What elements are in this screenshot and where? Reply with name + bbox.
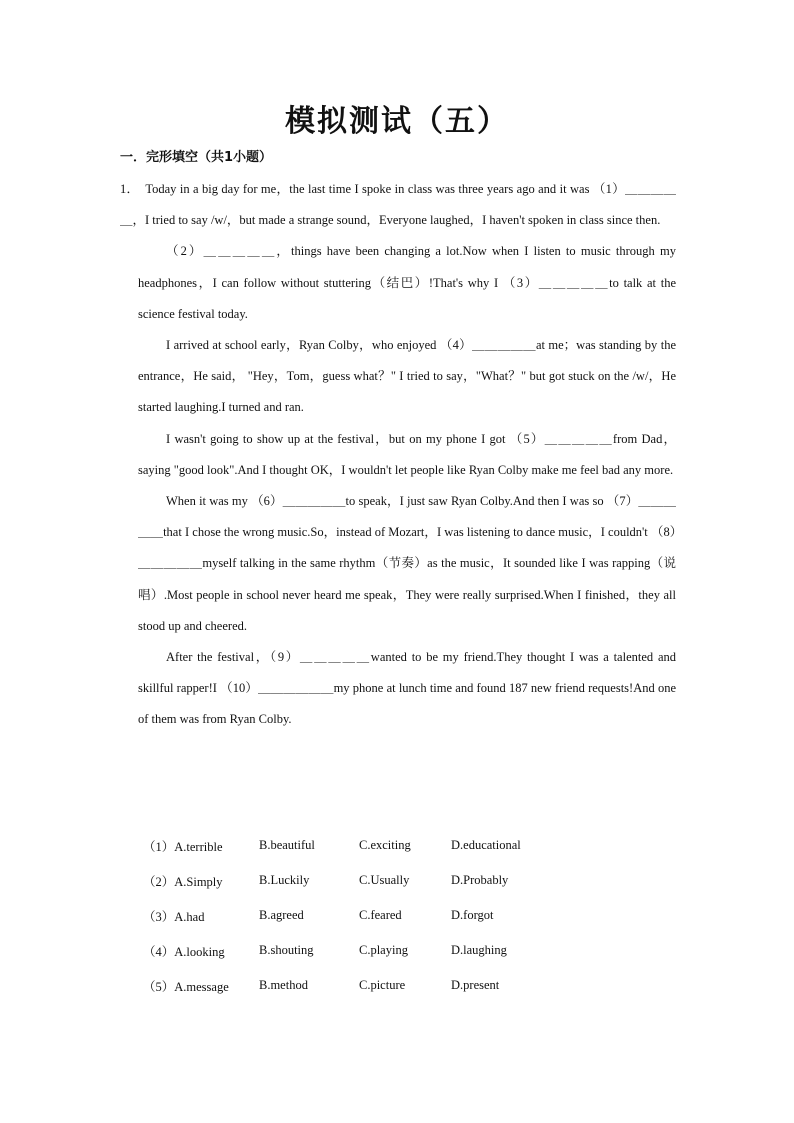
paragraph-1-text: Today in a big day for me，the last time I spoke in class was three years ago and it was （1）＿＿＿＿＿，I tried to say /w/，but made a strange sound，Everyone laughed，I haven't spoken in class since then.: [120, 182, 676, 228]
option-c: C.Usually: [359, 873, 410, 887]
option-b: B.method: [259, 978, 308, 992]
page-title: 模拟测试（五）: [285, 104, 509, 139]
option-row-3: [143, 898, 561, 933]
paragraph-4: I wasn't going to show up at the festival，but on my phone I got （5）＿＿＿＿＿from Dad，saying "good look".And I thought OK，I wouldn't let people like Ryan Colby make me feel bad any more.: [138, 431, 676, 477]
option-b: B.beautiful: [259, 838, 315, 852]
option-row-2: [143, 863, 561, 898]
answer-options: [143, 828, 561, 1003]
question-number: 1．: [120, 182, 140, 196]
option-d: D.educational: [451, 838, 521, 852]
option-d: D.laughing: [451, 943, 507, 957]
paragraph-5: When it was my （6）＿＿＿＿＿to speak，I just saw Ryan Colby.And then I was so （7）＿＿＿＿＿that I chose the wrong music.So，instead of Mozart，I was listening to dance music，I couldn't （8）＿＿＿＿＿myself talking in the same rhythm（节奏）as the music，It sounded like I was rapping（说唱）.Most people in school never heard me speak，They were really surprised.When I finished，they all stood up and cheered.: [138, 494, 676, 633]
paragraph-1: [120, 174, 676, 236]
paragraph-2: （2）＿＿＿＿＿，things have been changing a lot.Now when I listen to music through my headphones，I can follow without stuttering（结巴）!That's why I （3）＿＿＿＿＿to talk at the science festival today.: [138, 244, 676, 321]
option-c: C.playing: [359, 943, 408, 957]
cloze-passage: [120, 174, 676, 736]
option-row-1: [143, 828, 561, 863]
option-b: B.shouting: [259, 943, 314, 957]
option-c: C.feared: [359, 908, 402, 922]
section-heading: 一．完形填空（共1小题）: [120, 150, 273, 165]
option-c: C.exciting: [359, 838, 411, 852]
option-row-5: [143, 968, 561, 1003]
paragraph-3: I arrived at school early，Ryan Colby，who enjoyed （4）＿＿＿＿＿at me；was standing by the entrance，He said， "Hey，Tom，guess what？" I tried to say，"What？" but got stuck on the /w/，He started laughing.I turned and ran.: [138, 338, 676, 415]
paragraph-6: After the festival，（9）＿＿＿＿＿wanted to be my friend.They thought I was a talented and skillful rapper!I （10）＿＿＿＿＿＿my phone at lunch time and found 187 new friend requests!And one of them was from Ryan Colby.: [138, 650, 676, 727]
option-a: （3）A.had: [143, 909, 205, 924]
option-a: （1）A.terrible: [143, 839, 223, 854]
option-d: D.forgot: [451, 908, 494, 922]
option-row-4: [143, 933, 561, 968]
option-c: C.picture: [359, 978, 406, 992]
option-a: （2）A.Simply: [143, 874, 223, 889]
option-d: D.Probably: [451, 873, 509, 887]
option-d: D.present: [451, 978, 500, 992]
option-a: （5）A.message: [143, 979, 229, 994]
option-b: B.agreed: [259, 908, 304, 922]
option-a: （4）A.looking: [143, 944, 225, 959]
option-b: B.Luckily: [259, 873, 310, 887]
